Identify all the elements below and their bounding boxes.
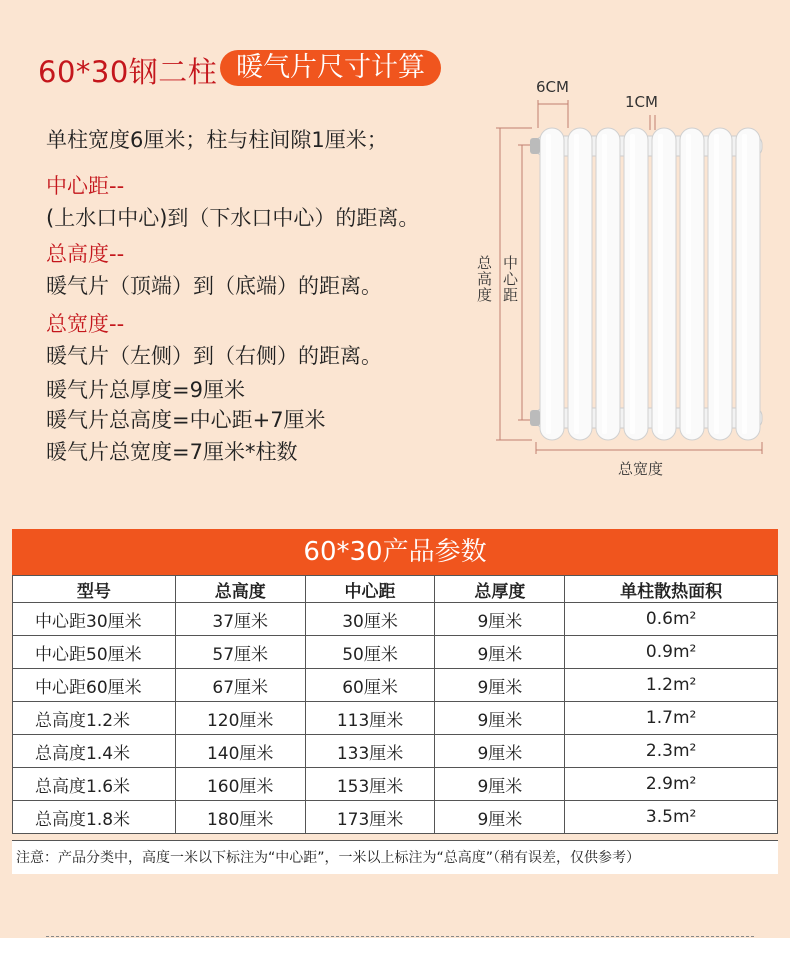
- total-height-vertical-label: 总高度: [475, 255, 493, 303]
- cell-center-distance: 60厘米: [305, 669, 435, 702]
- cell-heat-area: 1.2m²: [565, 669, 778, 702]
- table-row: [13, 669, 778, 702]
- cell-total-height: 120厘米: [175, 702, 305, 735]
- cell-model: 中心距60厘米: [13, 669, 176, 702]
- table-row: [13, 735, 778, 768]
- cell-model: 中心距30厘米: [13, 603, 176, 636]
- header-total-height: 总高度: [175, 576, 305, 603]
- cell-total-height: 67厘米: [175, 669, 305, 702]
- bottom-divider: [46, 936, 754, 937]
- dim-6cm-label: 6CM: [536, 78, 569, 96]
- column-width-spec: 单柱宽度6厘米；柱与柱间隙1厘米；: [46, 128, 388, 152]
- cell-thickness: 9厘米: [435, 603, 565, 636]
- cell-center-distance: 30厘米: [305, 603, 435, 636]
- cell-thickness: 9厘米: [435, 702, 565, 735]
- cell-model: 总高度1.8米: [13, 801, 176, 834]
- total-width-label-diagram: 总宽度: [618, 460, 664, 478]
- table-row: [13, 603, 778, 636]
- table-row: [13, 768, 778, 801]
- cell-model: 总高度1.6米: [13, 768, 176, 801]
- total-height-label: 总高度--: [46, 242, 125, 266]
- table-header-row: [13, 576, 778, 603]
- cell-total-height: 37厘米: [175, 603, 305, 636]
- cell-center-distance: 153厘米: [305, 768, 435, 801]
- header-heat-area: 单柱散热面积: [565, 576, 778, 603]
- cell-thickness: 9厘米: [435, 801, 565, 834]
- cell-total-height: 160厘米: [175, 768, 305, 801]
- cell-thickness: 9厘米: [435, 669, 565, 702]
- cell-model: 总高度1.4米: [13, 735, 176, 768]
- height-formula: 暖气片总高度=中心距+7厘米: [46, 408, 326, 432]
- total-width-desc: 暖气片（左侧）到（右侧）的距离。: [46, 344, 382, 368]
- cell-heat-area: 0.6m²: [565, 603, 778, 636]
- cell-center-distance: 133厘米: [305, 735, 435, 768]
- cell-total-height: 180厘米: [175, 801, 305, 834]
- width-formula: 暖气片总宽度=7厘米*柱数: [46, 440, 298, 464]
- cell-heat-area: 0.9m²: [565, 636, 778, 669]
- table-note: 注意：产品分类中，高度一米以下标注为“中心距”，一米以上标注为“总高度”（稍有误差，仅供参考）: [12, 840, 778, 874]
- cell-total-height: 140厘米: [175, 735, 305, 768]
- center-distance-desc: (上水口中心)到（下水口中心）的距离。: [46, 206, 420, 230]
- cell-heat-area: 2.9m²: [565, 768, 778, 801]
- center-distance-label: 中心距--: [46, 174, 125, 198]
- header-thickness: 总厚度: [435, 576, 565, 603]
- product-params-table: [12, 575, 778, 834]
- cell-thickness: 9厘米: [435, 735, 565, 768]
- table-row: [13, 702, 778, 735]
- cell-model: 中心距50厘米: [13, 636, 176, 669]
- cell-model: 总高度1.2米: [13, 702, 176, 735]
- total-width-label: 总宽度--: [46, 312, 125, 336]
- cell-heat-area: 2.3m²: [565, 735, 778, 768]
- radiator-diagram: [470, 70, 790, 490]
- center-distance-vertical-label: 中心距: [501, 255, 519, 303]
- cell-total-height: 57厘米: [175, 636, 305, 669]
- dim-1cm-label: 1CM: [625, 93, 658, 111]
- cell-heat-area: 1.7m²: [565, 702, 778, 735]
- title-badge: 暖气片尺寸计算: [220, 50, 441, 86]
- thickness-formula: 暖气片总厚度=9厘米: [46, 378, 245, 402]
- header-model: 型号: [13, 576, 176, 603]
- total-height-desc: 暖气片（顶端）到（底端）的距离。: [46, 274, 382, 298]
- cell-thickness: 9厘米: [435, 768, 565, 801]
- page-title: 60*30钢二柱: [38, 55, 218, 89]
- table-row: [13, 801, 778, 834]
- bottom-strip: [0, 938, 790, 974]
- header-center-distance: 中心距: [305, 576, 435, 603]
- cell-thickness: 9厘米: [435, 636, 565, 669]
- cell-heat-area: 3.5m²: [565, 801, 778, 834]
- cell-center-distance: 50厘米: [305, 636, 435, 669]
- table-row: [13, 636, 778, 669]
- table-title: 60*30产品参数: [12, 529, 778, 575]
- cell-center-distance: 113厘米: [305, 702, 435, 735]
- cell-center-distance: 173厘米: [305, 801, 435, 834]
